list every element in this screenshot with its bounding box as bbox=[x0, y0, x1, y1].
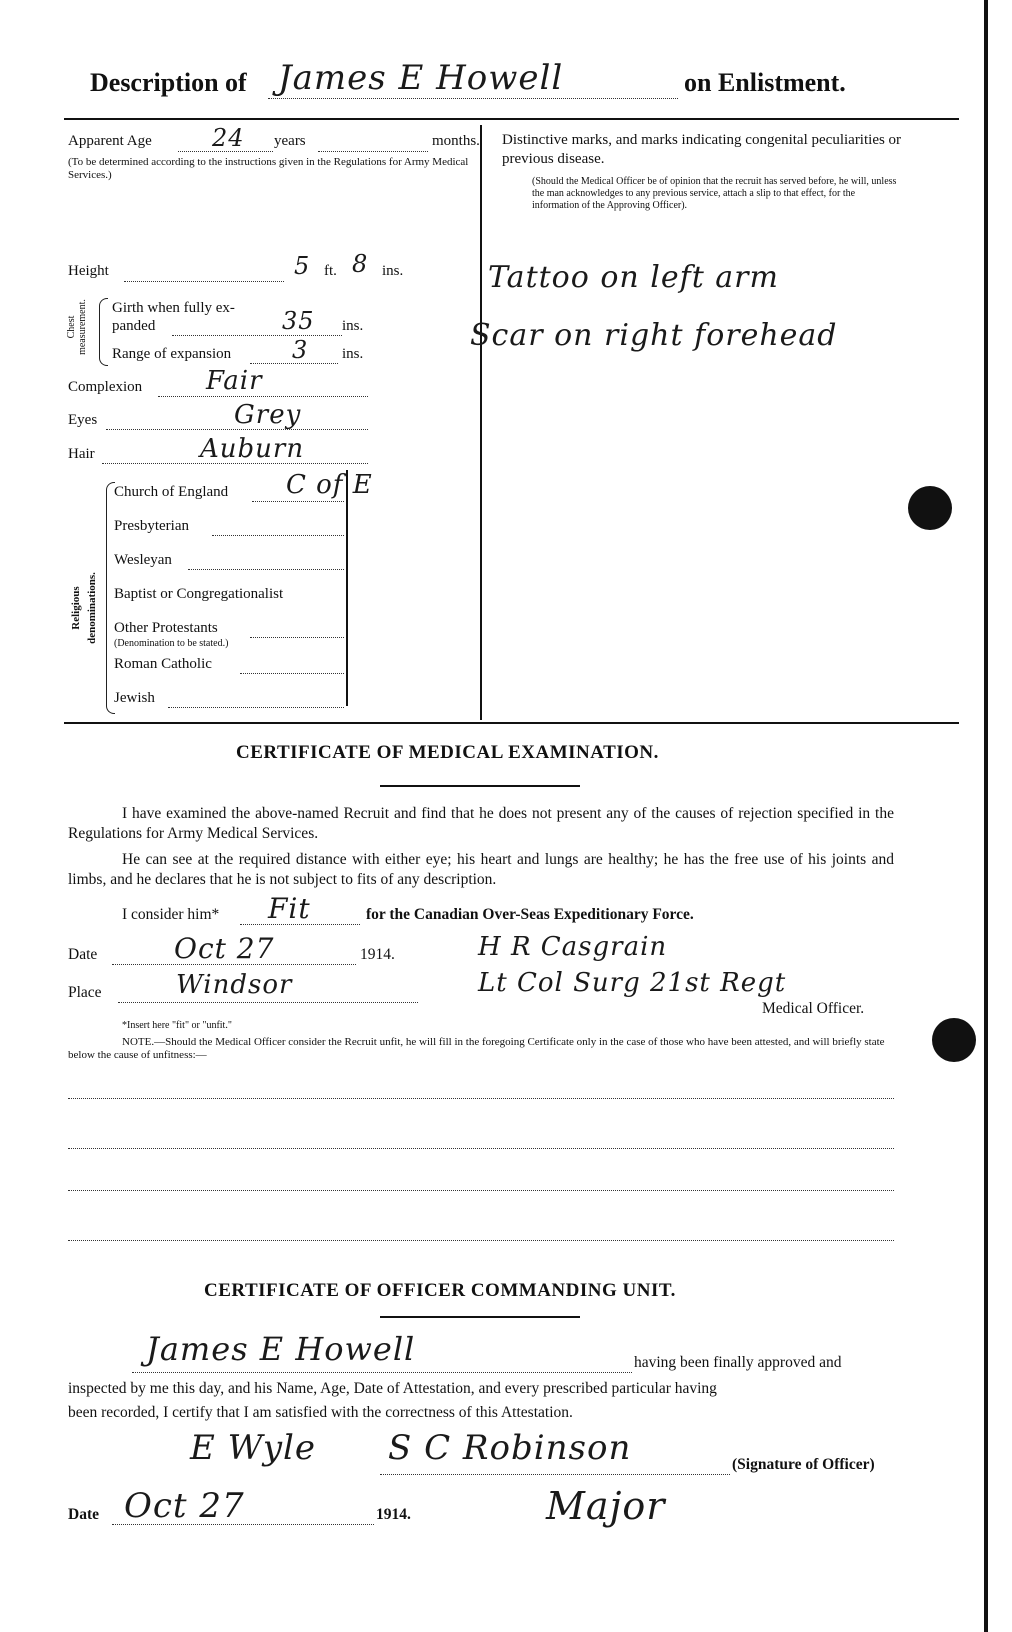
punch-hole-lower bbox=[932, 1018, 976, 1062]
height-label: Height bbox=[68, 263, 109, 279]
marks-note: (Should the Medical Officer be of opinion that the recruit has served before, he will, unless the man acknowledges to any previous service, attach a slip to that effect, for the information of the Approving Officer). bbox=[532, 176, 897, 211]
medical-officer-signature: H R Casgrain bbox=[478, 932, 668, 962]
unfitness-line-1 bbox=[68, 1098, 894, 1099]
punch-hole-upper bbox=[908, 486, 952, 530]
medical-place-label: Place bbox=[68, 984, 102, 1001]
religion-wesleyan-line bbox=[188, 569, 344, 570]
religion-church-line bbox=[252, 501, 344, 502]
medical-place-line bbox=[118, 1002, 418, 1003]
age-months-label: months. bbox=[432, 133, 480, 149]
religion-roman-catholic: Roman Catholic bbox=[114, 656, 212, 672]
commanding-date-value: Oct 27 bbox=[124, 1486, 245, 1526]
commanding-name-line bbox=[132, 1372, 632, 1373]
marks-line-1: Tattoo on left arm bbox=[488, 260, 779, 295]
commanding-recruit-name: James E Howell bbox=[146, 1330, 416, 1368]
medical-place-value: Windsor bbox=[176, 970, 293, 1000]
marks-heading: Distinctive marks, and marks indicating congenital peculiarities or previous disease. bbox=[502, 132, 902, 167]
religion-church-value: C of E bbox=[286, 470, 373, 500]
marks-line-2: Scar on right forehead bbox=[470, 318, 838, 353]
height-ft-value: 5 bbox=[294, 252, 311, 280]
medical-note: NOTE.—Should the Medical Officer consider the Recruit unfit, he will fill in the foregoing Certificate only in the case of those who have been attested, and will briefly state below the cause of unfitness:— bbox=[68, 1036, 885, 1061]
commanding-heading-rule bbox=[380, 1316, 580, 1318]
age-months-line bbox=[318, 151, 428, 152]
section-rule bbox=[64, 722, 959, 724]
religion-divider bbox=[346, 470, 348, 706]
religion-jewish-line bbox=[168, 707, 344, 708]
chest-girth-unit: ins. bbox=[342, 318, 364, 334]
religion-other-note: (Denomination to be stated.) bbox=[114, 638, 229, 649]
commanding-signature-label: (Signature of Officer) bbox=[732, 1456, 875, 1473]
age-note: (To be determined according to the instructions given in the Regulations for Army Medical Services.) bbox=[68, 156, 469, 181]
religion-side-label-2: denominations. bbox=[86, 572, 98, 644]
medical-year: 1914. bbox=[360, 946, 395, 963]
page-edge bbox=[984, 0, 988, 1632]
unfitness-line-4 bbox=[68, 1240, 894, 1241]
commanding-signature-line bbox=[380, 1474, 730, 1475]
religion-wesleyan: Wesleyan bbox=[114, 552, 172, 568]
height-ft-label: ft. bbox=[324, 263, 337, 279]
medical-insert-note: *Insert here "fit" or "unfit." bbox=[122, 1020, 232, 1031]
title-rule bbox=[64, 118, 959, 120]
commanding-year: 1914. bbox=[376, 1506, 411, 1523]
religion-presbyterian-line bbox=[212, 535, 344, 536]
religion-other-line bbox=[250, 637, 344, 638]
medical-heading-rule bbox=[380, 785, 580, 787]
commanding-signature-1: E Wyle bbox=[190, 1428, 317, 1468]
commanding-rank: Major bbox=[546, 1484, 666, 1528]
medical-consider-prefix: I consider him* bbox=[122, 906, 220, 923]
complexion-value: Fair bbox=[206, 366, 263, 396]
age-years-label: years bbox=[274, 133, 306, 149]
medical-date-value: Oct 27 bbox=[174, 932, 275, 965]
religion-presbyterian: Presbyterian bbox=[114, 518, 189, 534]
commanding-text-2: inspected by me this day, and his Name, Age, Date of Attestation, and every prescribed particular having bbox=[68, 1380, 717, 1397]
religion-baptist: Baptist or Congregationalist bbox=[114, 586, 284, 602]
medical-officer-title-handwritten: Lt Col Surg 21st Regt bbox=[478, 968, 787, 998]
medical-paragraph-2: He can see at the required distance with either eye; his heart and lungs are healthy; he has the free use of his joints and limbs, and he declares that he is not subject to fits of any description. bbox=[68, 851, 894, 888]
age-label: Apparent Age bbox=[68, 133, 152, 149]
eyes-value: Grey bbox=[234, 400, 302, 430]
religion-jewish: Jewish bbox=[114, 690, 155, 706]
chest-girth-label-2: panded bbox=[112, 318, 156, 334]
unfitness-line-3 bbox=[68, 1190, 894, 1191]
chest-range-unit: ins. bbox=[342, 346, 364, 362]
commanding-text-1: having been finally approved and bbox=[634, 1354, 842, 1371]
hair-value: Auburn bbox=[200, 434, 305, 464]
title-suffix: on Enlistment. bbox=[684, 68, 846, 97]
religion-other: Other Protestants bbox=[114, 620, 218, 636]
age-years-value: 24 bbox=[212, 124, 245, 152]
medical-heading: CERTIFICATE OF MEDICAL EXAMINATION. bbox=[236, 742, 659, 763]
title-dotline bbox=[268, 98, 678, 99]
height-ins-label: ins. bbox=[382, 263, 404, 279]
height-ins-value: 8 bbox=[352, 250, 369, 278]
commanding-text-3: been recorded, I certify that I am satisfied with the correctness of this Attestation. bbox=[68, 1404, 573, 1421]
medical-officer-label: Medical Officer. bbox=[762, 1000, 865, 1017]
commanding-signature-2: S C Robinson bbox=[388, 1428, 632, 1468]
chest-side-label: Chest measurement. bbox=[66, 299, 88, 355]
complexion-line bbox=[158, 396, 368, 397]
complexion-label: Complexion bbox=[68, 379, 143, 395]
chest-girth-line bbox=[172, 335, 342, 336]
chest-girth-label-1: Girth when fully ex- bbox=[112, 300, 235, 316]
commanding-date-label: Date bbox=[68, 1506, 99, 1523]
hair-label: Hair bbox=[68, 446, 95, 462]
medical-consider-value: Fit bbox=[268, 892, 311, 925]
unfitness-line-2 bbox=[68, 1148, 894, 1149]
religion-rc-line bbox=[240, 673, 344, 674]
eyes-label: Eyes bbox=[68, 412, 98, 428]
chest-brace bbox=[99, 298, 108, 366]
column-divider bbox=[480, 125, 482, 720]
chest-range-value: 3 bbox=[292, 336, 309, 364]
religion-side-label-1: Religious bbox=[70, 586, 82, 630]
title-prefix: Description of bbox=[90, 68, 247, 97]
chest-girth-value: 35 bbox=[282, 307, 315, 335]
medical-paragraph-1: I have examined the above-named Recruit and find that he does not present any of the causes of rejection specified in the Regulations for Army Medical Services. bbox=[68, 805, 894, 842]
chest-range-label: Range of expansion bbox=[112, 346, 232, 362]
recruit-name: James E Howell bbox=[278, 58, 564, 98]
medical-consider-suffix: for the Canadian Over-Seas Expeditionary Force. bbox=[366, 906, 694, 923]
religion-church-of-england: Church of England bbox=[114, 484, 229, 500]
height-dotline bbox=[124, 281, 284, 282]
medical-date-label: Date bbox=[68, 946, 98, 963]
commanding-heading: CERTIFICATE OF OFFICER COMMANDING UNIT. bbox=[204, 1280, 676, 1301]
